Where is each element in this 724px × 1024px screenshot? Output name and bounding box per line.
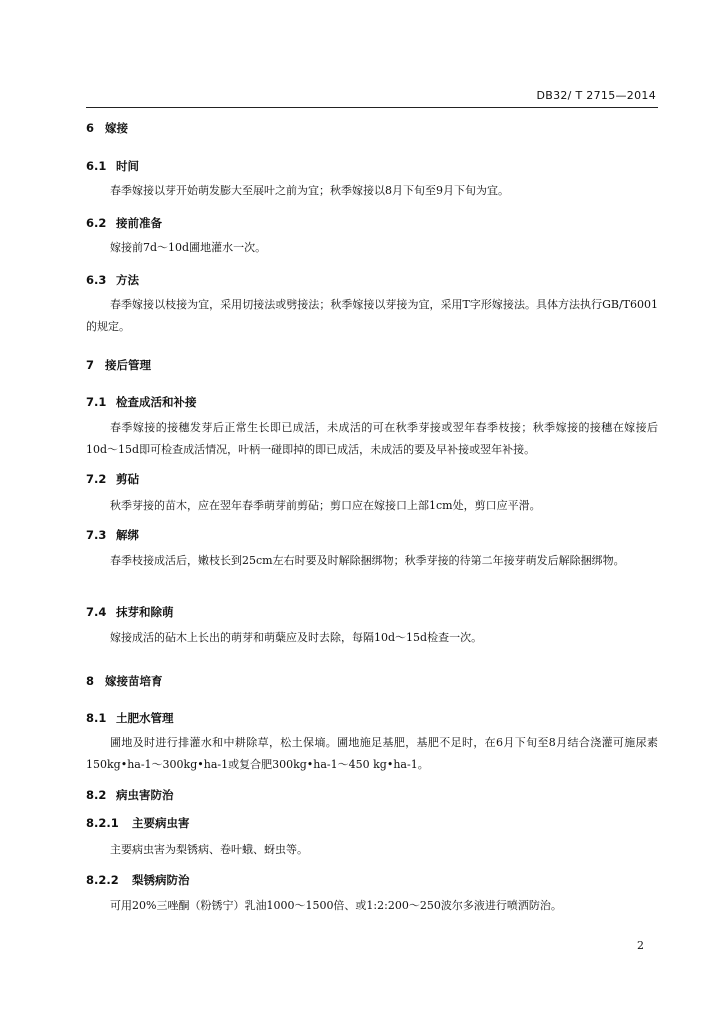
- section-7-2-heading: [86, 471, 139, 487]
- section-6-2-heading: [86, 215, 162, 231]
- section-8-heading: [86, 673, 163, 689]
- section-7-1-heading: [86, 394, 197, 410]
- section-title: 病虫害防治: [116, 788, 174, 802]
- section-number: 8: [86, 674, 95, 688]
- section-title: 解绑: [116, 528, 139, 542]
- section-8-2-1-heading: [86, 815, 190, 831]
- section-6-heading: [86, 120, 128, 136]
- section-title: 抹芽和除萌: [116, 605, 174, 619]
- section-title: 梨锈病防治: [132, 873, 190, 887]
- section-7-2-text: 秋季芽接的苗木，应在翌年春季萌芽前剪砧；剪口应在嫁接口上部1cm处，剪口应平滑。: [110, 499, 541, 512]
- section-number: 7.2: [86, 472, 107, 486]
- section-8-2-2-text: 可用20%三唑酮（粉锈宁）乳油1000～1500倍、或1:2:200～250波尔多液进行喷洒防治。: [110, 899, 562, 912]
- section-number: 8.1: [86, 711, 107, 725]
- section-number: 7.4: [86, 605, 107, 619]
- section-number: 8.2: [86, 788, 107, 802]
- section-7-3-heading: [86, 527, 139, 543]
- section-title: 嫁接: [105, 121, 128, 135]
- section-number: 8.2.2: [86, 873, 119, 887]
- section-6-1-heading: [86, 158, 139, 174]
- section-number: 7: [86, 358, 95, 372]
- section-number: 6.2: [86, 216, 107, 230]
- section-6-3-heading: [86, 272, 139, 288]
- section-8-2-2-heading: [86, 872, 190, 888]
- section-8-1-text: 圃地及时进行排灌水和中耕除草，松土保墒。圃地施足基肥，基肥不足时，在6月下旬至8月结合浇灌可施尿素150kg•ha-1～300kg•ha-1或复合肥300kg•ha-1～450 kg•ha-1。: [86, 736, 658, 771]
- section-7-4-text: 嫁接成活的砧木上长出的萌芽和萌蘖应及时去除，每隔10d～15d检查一次。: [110, 631, 483, 644]
- section-number: 7.1: [86, 395, 107, 409]
- section-6-2-text: 嫁接前7d～10d圃地灌水一次。: [110, 241, 267, 254]
- section-8-2-1-text: 主要病虫害为梨锈病、卷叶蛾、蚜虫等。: [110, 843, 308, 856]
- page-number: 2: [637, 939, 644, 952]
- section-title: 检查成活和补接: [116, 395, 197, 409]
- section-title: 接前准备: [116, 216, 162, 230]
- section-title: 嫁接苗培育: [105, 674, 163, 688]
- header-rule: [86, 107, 658, 108]
- section-7-3-text: 春季枝接成活后，嫩枝长到25cm左右时要及时解除捆绑物；秋季芽接的待第二年接芽萌发后解除捆绑物。: [110, 554, 625, 567]
- section-title: 接后管理: [105, 358, 151, 372]
- section-8-1-heading: [86, 710, 174, 726]
- section-title: 主要病虫害: [132, 816, 190, 830]
- section-7-4-heading: [86, 604, 174, 620]
- section-number: 6.3: [86, 273, 107, 287]
- section-7-heading: [86, 357, 151, 373]
- section-title: 方法: [116, 273, 139, 287]
- section-title: 时间: [116, 159, 139, 173]
- section-number: 6.1: [86, 159, 107, 173]
- section-number: 7.3: [86, 528, 107, 542]
- section-6-1-text: 春季嫁接以芽开始萌发膨大至展叶之前为宜；秋季嫁接以8月下旬至9月下旬为宜。: [110, 184, 509, 197]
- section-8-2-heading: [86, 787, 174, 803]
- doc-header-code: DB32/ T 2715—2014: [536, 89, 656, 102]
- section-title: 剪砧: [116, 472, 139, 486]
- section-number: 6: [86, 121, 95, 135]
- section-7-1-text: 春季嫁接的接穗发芽后正常生长即已成活，未成活的可在秋季芽接或翌年春季枝接；秋季嫁接的接穗在嫁接后10d～15d即可检查成活情况，叶柄一碰即掉的即已成活，未成活的要及早补接或翌年补接。: [86, 421, 658, 456]
- section-title: 土肥水管理: [116, 711, 174, 725]
- section-number: 8.2.1: [86, 816, 119, 830]
- section-6-3-text: 春季嫁接以枝接为宜，采用切接法或劈接法；秋季嫁接以芽接为宜，采用T字形嫁接法。具体方法执行GB/T6001的规定。: [86, 298, 658, 333]
